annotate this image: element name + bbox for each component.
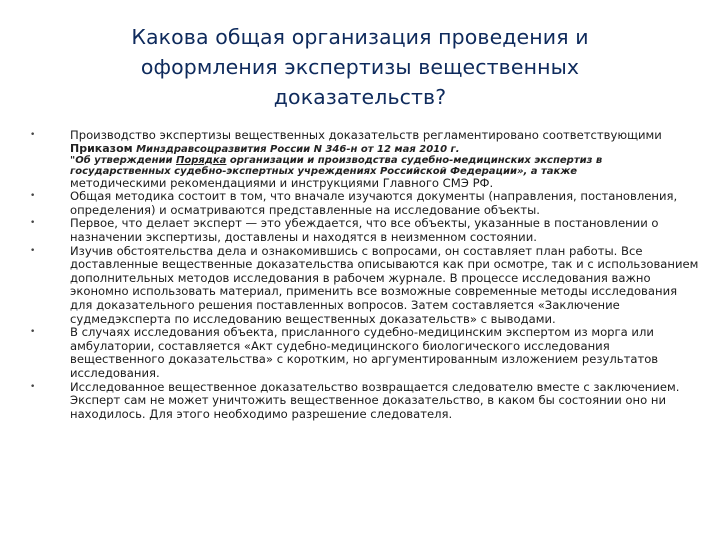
order-rest: Минздравсоцразвития России N 346-н от 12 мая 2010 г. <box>132 143 460 155</box>
order-line2-end: организации и производства судебно-медицинских экспертиз в <box>226 154 603 166</box>
bullet-icon: • <box>30 191 36 202</box>
bullet-list <box>30 129 702 421</box>
bullet-icon: • <box>30 218 36 229</box>
order-link[interactable]: Порядка <box>175 154 227 166</box>
slide-title <box>90 22 630 112</box>
order-head: Приказом <box>70 141 133 155</box>
bullet-icon: • <box>30 381 36 392</box>
title-line-1: Какова общая организация проведения и <box>131 25 589 49</box>
bullet-icon: • <box>30 327 36 338</box>
order-line2-start: "Об утверждении <box>70 154 176 166</box>
order-reference <box>70 143 702 177</box>
item-text: Общая методика состоит в том, что вначале изучаются документы (направления, постановления, определения) и осматриваются представленные на исследование объекты. <box>70 189 678 217</box>
list-item <box>30 217 702 244</box>
bullet-icon: • <box>30 130 36 140</box>
item-text: В случаях исследования объекта, присланного судебно-медицинским экспертом из морга или амбулатории, составляется «Акт судебно-медицинского биологического исследования вещественного доказательства» с коротким, но аргументированным изложением результатов исследования. <box>70 325 659 380</box>
list-item <box>30 129 702 190</box>
list-item <box>30 381 702 422</box>
title-line-2: оформления экспертизы вещественных <box>140 55 580 79</box>
bullet-icon: • <box>30 245 36 256</box>
list-item <box>30 190 702 217</box>
title-line-3: доказательств? <box>273 85 447 109</box>
item-text: Первое, что делает эксперт — это убеждается, что все объекты, указанные в постановлении о назначении экспертизы, доставлены и находятся в неизменном состоянии. <box>70 216 659 244</box>
item-text-before: Производство экспертизы вещественных доказательств регламентировано соответствующими <box>70 128 662 142</box>
list-item <box>30 245 702 327</box>
order-line3: государственных судебно-экспертных учреждениях Российской Федерации», а также <box>70 165 578 177</box>
item-text: Изучив обстоятельства дела и ознакомившись с вопросами, он составляет план работы. Все доставленные вещественные доказательства описываются как при осмотре, так и с использованием дополнительных методов исследования в рабочем журнале. В процессе исследования важно экономно использовать материал, применить все возможные современные методы исследования для доказательного решения поставленных вопросов. Затем составляется «Заключение судмедэксперта по исследованию вещественных доказательств» с выводами. <box>70 243 699 326</box>
list-item <box>30 326 702 380</box>
item-text-after: методическими рекомендациями и инструкциями Главного СМЭ РФ. <box>70 175 494 190</box>
item-text: Исследованное вещественное доказательство возвращается следователю вместе с заключением. Эксперт сам не может уничтожить вещественное доказательство, в каком бы состоянии оно ни находилось. Для этого необходимо разрешение следователя. <box>70 379 680 421</box>
